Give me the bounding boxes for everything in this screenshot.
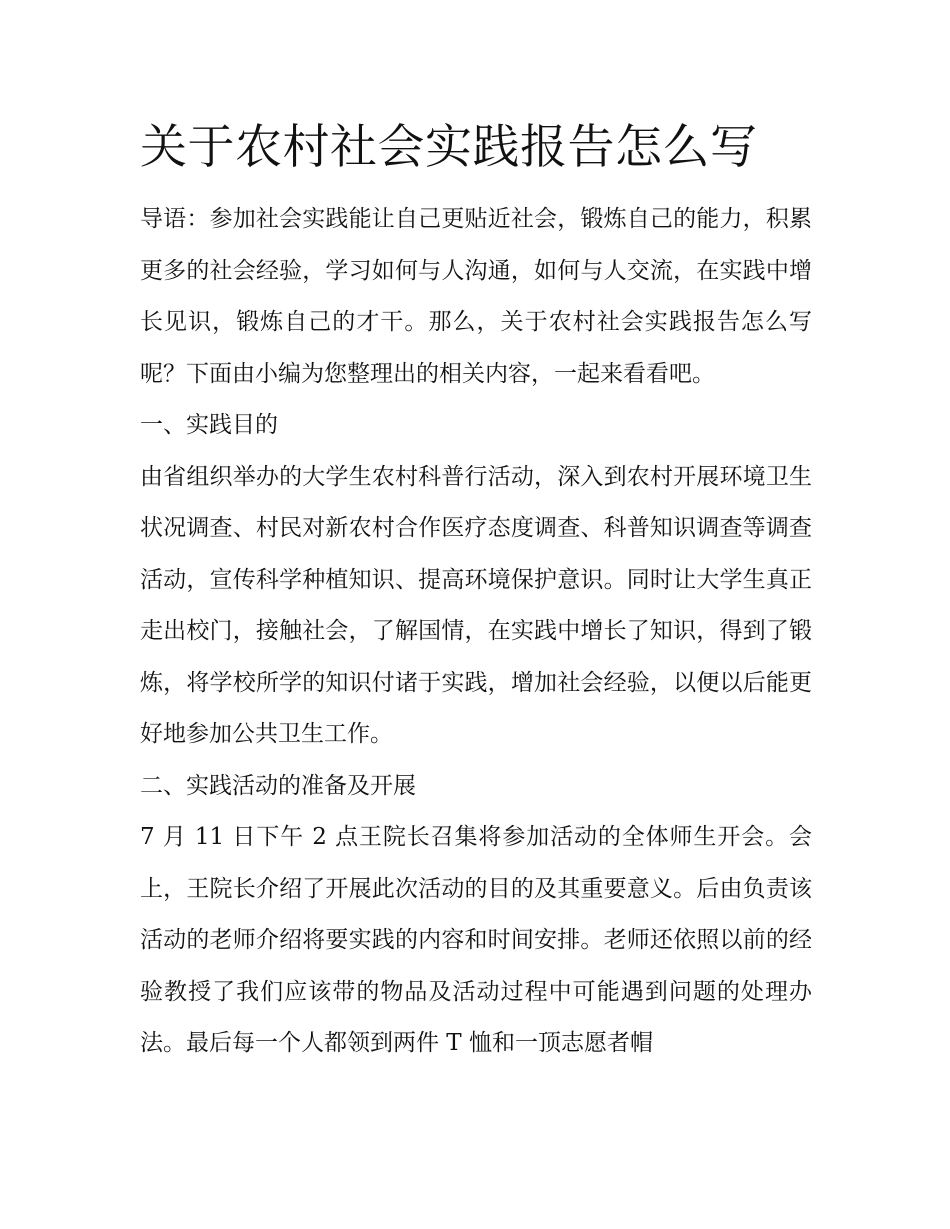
document-title: 关于农村社会实践报告怎么写 [140,120,758,175]
section-body-purpose: 由省组织举办的大学生农村科普行活动，深入到农村开展环境卫生状况调查、村民对新农村合作医疗态度调查、科普知识调查等调查活动，宣传科学种植知识、提高环境保护意识。同时让大学生真正走出校门，接触社会，了解国情，在实践中增长了知识，得到了锻炼，将学校所学的知识付诸于实践，增加社会经验，以便以后能更好地参加公共卫生工作。 [140,463,812,747]
intro-paragraph: 导语：参加社会实践能让自己更贴近社会，锻炼自己的能力，积累更多的社会经验，学习如何与人沟通，如何与人交流，在实践中增长见识，锻炼自己的才干。那么，关于农村社会实践报告怎么写呢？下面由小编为您整理出的相关内容，一起来看看吧。 [140,206,812,387]
section-heading-preparation: 二、实践活动的准备及开展 [140,772,416,799]
document-content [140,112,812,1070]
section-heading-purpose: 一、实践目的 [140,412,278,438]
section-body-preparation: 7 月 11 日下午 2 点王院长召集将参加活动的全体师生开会。会上，王院长介绍了开展此次活动的目的及其重要意义。后由负责该活动的老师介绍将要实践的内容和时间安排。老师还依照以前的经验教授了我们应该带的物品及活动过程中可能遇到问题的处理办法。最后每一个人都领到两件 T 恤和一顶志愿者帽 [140,824,812,1056]
